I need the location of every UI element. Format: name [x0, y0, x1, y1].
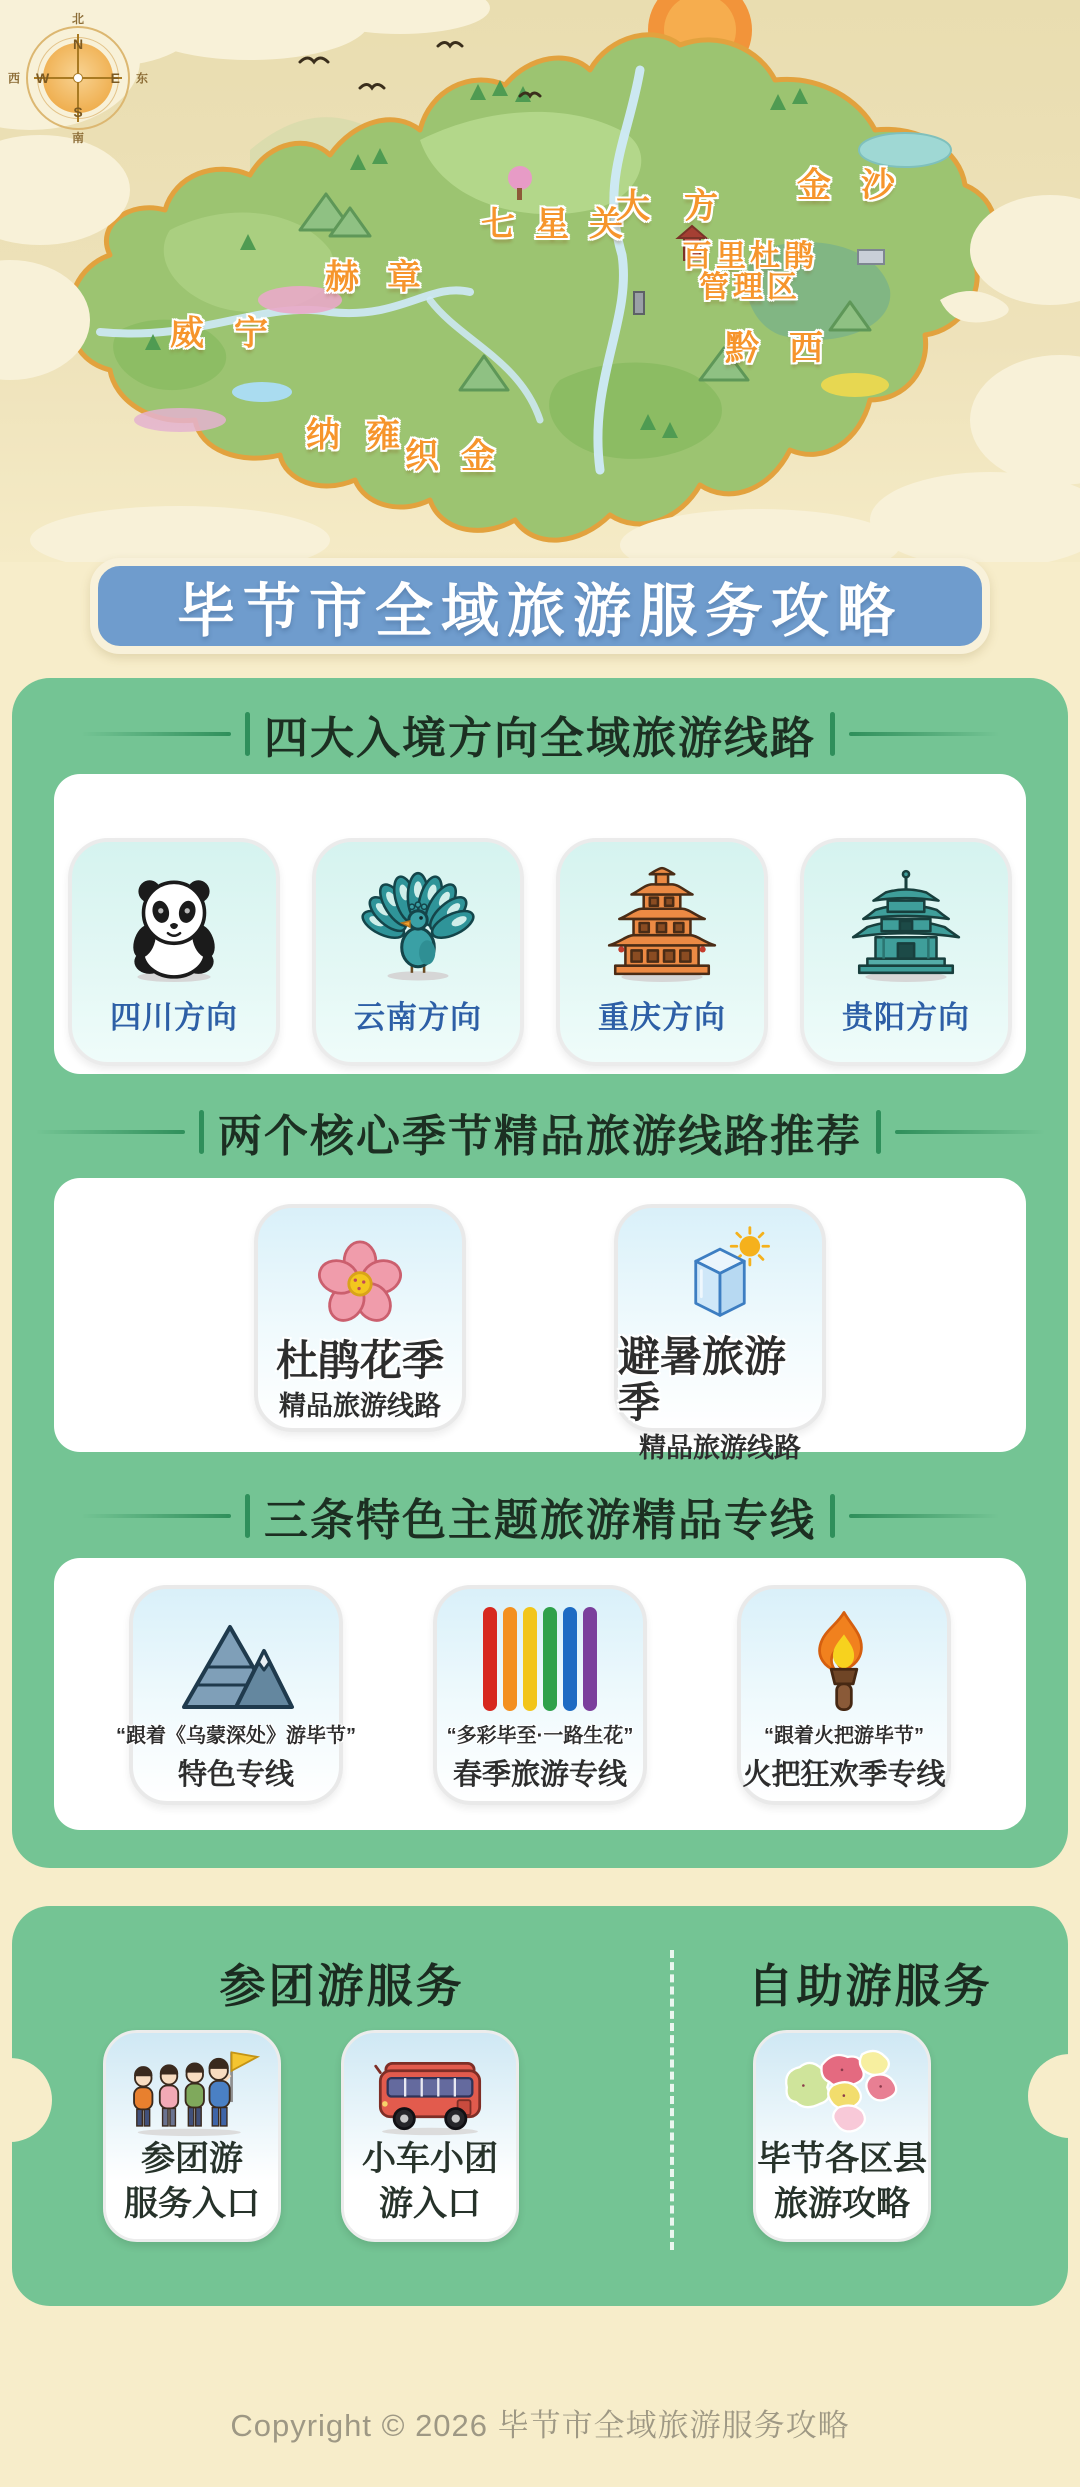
main-guide-card — [12, 678, 1068, 1868]
map-region-label-jinsha: 金沙 — [797, 166, 925, 205]
header-line-right — [849, 1514, 999, 1518]
season-card-azalea[interactable] — [254, 1204, 466, 1432]
ice-cube-sun-icon — [660, 1222, 780, 1334]
themes-cards-row — [54, 1585, 1026, 1805]
section-header-themes — [12, 1484, 1068, 1548]
rainbow-bar-orange — [503, 1607, 517, 1711]
section-title: 两个核心季节精品旅游线路推荐 — [218, 1112, 862, 1161]
header-line-right — [849, 732, 999, 736]
map-region-label-baili-dujuan: 百里杜鹃 — [682, 240, 818, 273]
directions-panel — [54, 774, 1026, 1074]
direction-card-label: 重庆方向 — [598, 1000, 726, 1035]
map-region-label-dafang: 大方 — [616, 187, 752, 226]
map-region-label-qianxi: 黔西 — [725, 329, 853, 368]
map-region-label-guanliqu: 管理区 — [699, 271, 801, 304]
header-tick-left — [199, 1110, 204, 1154]
direction-card-label: 云南方向 — [354, 1000, 482, 1035]
section-title: 四大入境方向全域旅游线路 — [264, 714, 816, 763]
rainbow-bar-green — [543, 1607, 557, 1711]
direction-card-guiyang[interactable] — [800, 838, 1012, 1066]
direction-card-label: 四川方向 — [110, 1000, 238, 1035]
header-line-right — [895, 1130, 1045, 1134]
header-tick-right — [876, 1110, 881, 1154]
group-tour-heading: 参团游服务 — [219, 1960, 465, 2012]
self-tour-heading: 自助游服务 — [747, 1960, 993, 2012]
theme-card-subtitle: 特色专线 — [177, 1759, 294, 1791]
season-card-title: 杜鹃花季 — [275, 1337, 444, 1384]
header-tick-left — [245, 712, 250, 756]
service-card-label-line1: 毕节各区县 — [757, 2140, 927, 2178]
compass-s-cn: 南 — [71, 131, 85, 145]
azalea-flower-icon — [300, 1222, 420, 1338]
rainbow-bar-red — [483, 1607, 497, 1711]
header-line-left — [81, 1514, 231, 1518]
season-card-title: 避暑旅游季 — [618, 1333, 787, 1426]
peacock-icon — [356, 860, 480, 984]
mountains-icon — [174, 1605, 298, 1717]
rainbow-bar-yellow — [523, 1607, 537, 1711]
group-tour-entry-card[interactable] — [103, 2030, 281, 2242]
section-header-directions — [12, 702, 1068, 766]
theme-card-colorful-spring[interactable] — [433, 1585, 647, 1805]
service-card-label-line2: 旅游攻略 — [774, 2185, 910, 2223]
compass-e-cn: 东 — [135, 71, 148, 86]
chongqing-temple-icon — [598, 860, 726, 984]
compass-w: W — [36, 70, 50, 86]
panda-icon — [112, 860, 236, 984]
ticket-notch-right — [1028, 2054, 1080, 2138]
tour-group-icon — [117, 2045, 267, 2137]
direction-card-yunnan[interactable] — [312, 838, 524, 1066]
service-card-label-line1: 参团游 — [141, 2140, 243, 2178]
season-card-subtitle: 精品旅游线路 — [639, 1433, 801, 1463]
seasons-cards-row — [54, 1204, 1026, 1463]
torch-icon — [789, 1605, 899, 1717]
directions-cards-row — [54, 838, 1026, 1066]
compass-w-cn: 西 — [8, 71, 21, 86]
header-line-left — [35, 1130, 185, 1134]
direction-card-chongqing[interactable] — [556, 838, 768, 1066]
header-tick-right — [830, 712, 835, 756]
header-tick-left — [245, 1494, 250, 1538]
themes-panel — [54, 1558, 1026, 1830]
bijie-illustrated-map — [0, 0, 1080, 562]
header-tick-right — [830, 1494, 835, 1538]
districts-guide-entry-card[interactable] — [753, 2030, 931, 2242]
services-ticket-card — [12, 1906, 1068, 2306]
map-region-label-weining: 威宁 — [170, 314, 298, 353]
page-title-banner — [90, 558, 990, 654]
service-card-label-line2: 游入口 — [379, 2185, 481, 2223]
theme-card-title: “跟着火把游毕节” — [764, 1725, 924, 1747]
map-region-label-nayong: 纳雍 — [306, 416, 426, 455]
page-title: 毕节市全域旅游服务攻略 — [176, 579, 903, 644]
map-region-label-hezhang: 赫章 — [325, 258, 449, 297]
compass-n: N — [72, 36, 84, 52]
service-card-label-line2: 服务入口 — [124, 2185, 260, 2223]
small-group-tour-entry-card[interactable] — [341, 2030, 519, 2242]
ticket-notch-left — [0, 2058, 52, 2142]
season-card-summer[interactable] — [614, 1204, 826, 1463]
theme-card-subtitle: 火把狂欢季专线 — [742, 1759, 946, 1791]
header-line-left — [81, 732, 231, 736]
season-card-subtitle: 精品旅游线路 — [279, 1391, 441, 1421]
direction-card-label: 贵阳方向 — [842, 1000, 970, 1035]
theme-card-title: “多彩毕至·一路生花” — [446, 1725, 634, 1747]
compass-icon — [8, 12, 148, 145]
seasons-panel — [54, 1178, 1026, 1463]
theme-card-wumeng[interactable] — [116, 1585, 356, 1805]
guiyang-pavilion-icon — [842, 860, 970, 984]
rainbow-bar-blue — [563, 1607, 577, 1711]
map-region-label-zhijin: 织金 — [405, 437, 517, 476]
compass-s: S — [73, 104, 83, 120]
rainbow-bar-purple — [583, 1607, 597, 1711]
rainbow-bars-icon — [480, 1605, 600, 1717]
bus-icon — [365, 2045, 495, 2137]
theme-card-subtitle: 春季旅游专线 — [452, 1759, 627, 1791]
section-title: 三条特色主题旅游精品专线 — [264, 1496, 816, 1545]
illustrated-map-section — [0, 0, 1080, 562]
section-header-seasons — [12, 1100, 1068, 1164]
districts-map-icon — [774, 2045, 910, 2137]
compass-n-cn: 北 — [71, 12, 85, 26]
service-card-label-line1: 小车小团 — [362, 2140, 498, 2178]
compass-e: E — [110, 70, 120, 86]
direction-card-sichuan[interactable] — [68, 838, 280, 1066]
theme-card-title: “跟着《乌蒙深处》游毕节” — [116, 1725, 356, 1747]
copyright-text: Copyright © 2026 毕节市全域旅游服务攻略 — [230, 2408, 850, 2443]
map-region-label-qixingguan: 七星关 — [481, 205, 643, 244]
theme-card-torch-festival[interactable] — [737, 1585, 951, 1805]
